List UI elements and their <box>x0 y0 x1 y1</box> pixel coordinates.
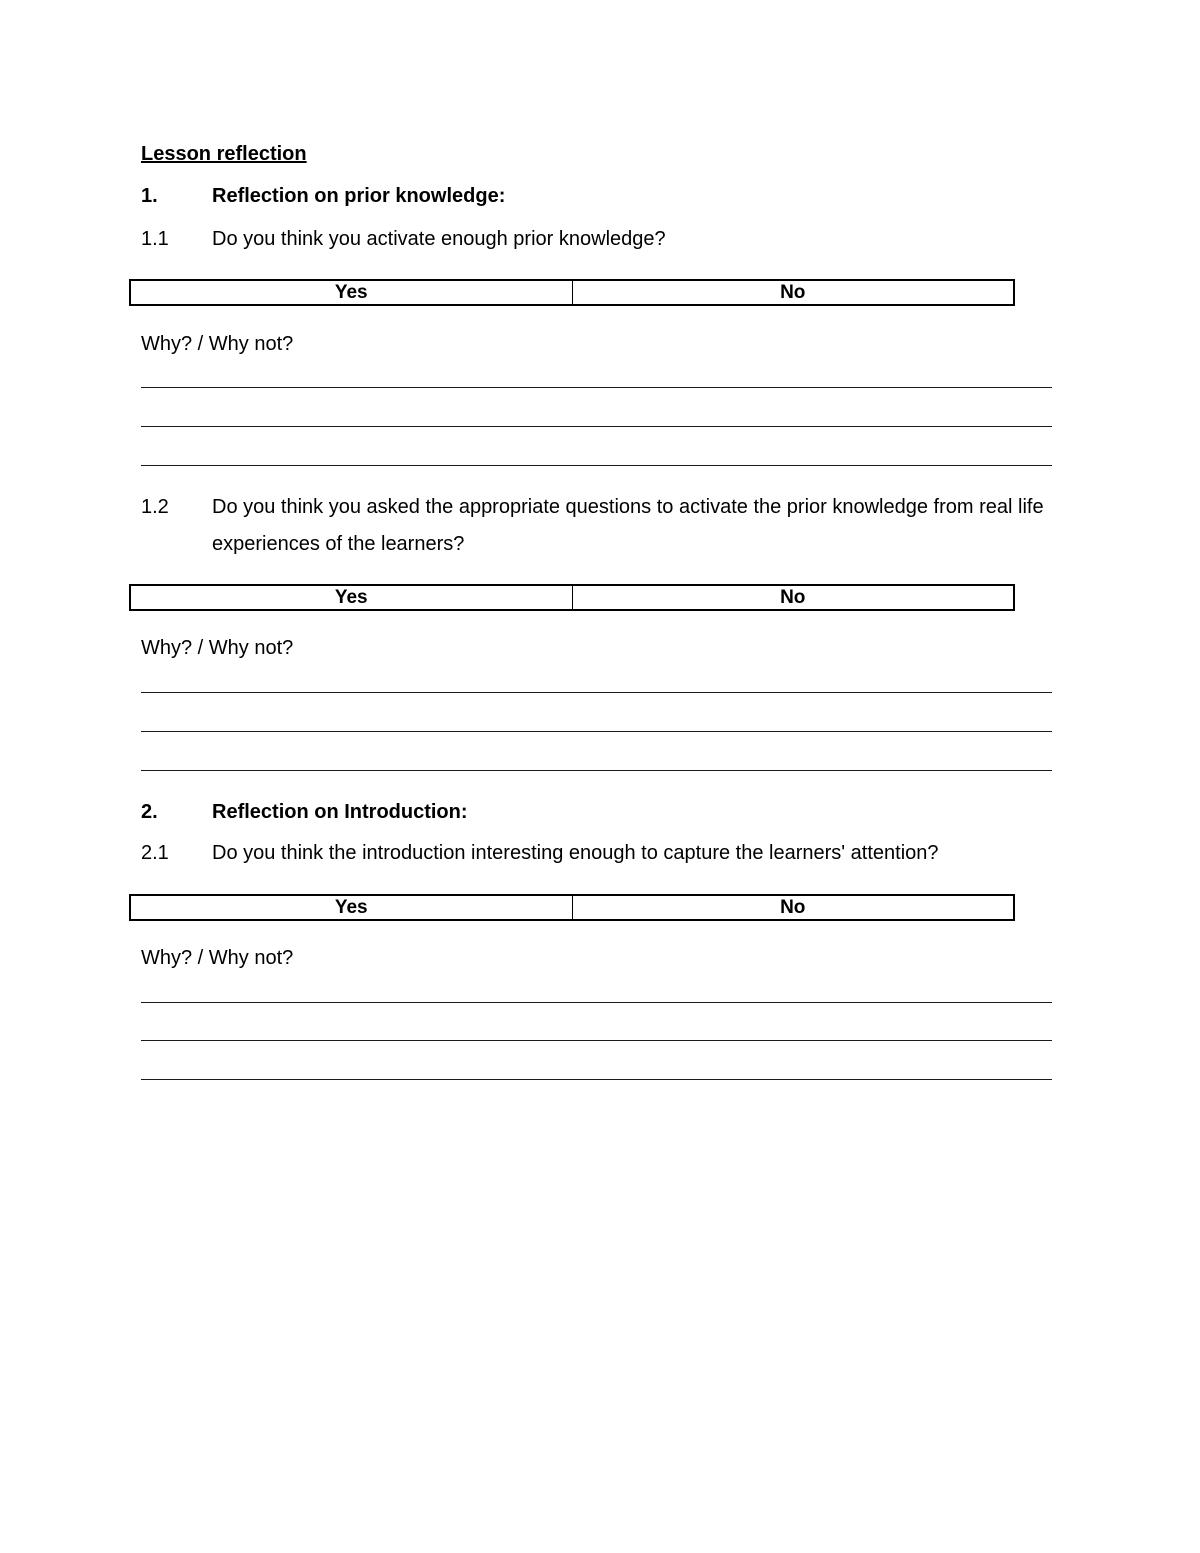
section-number: 2. <box>141 801 158 823</box>
question-text: Do you think you activate enough prior knowledge? <box>212 228 666 250</box>
answer-line[interactable] <box>141 1040 1052 1041</box>
yes-no-table <box>129 894 1015 921</box>
no-option[interactable]: No <box>780 282 806 303</box>
no-option[interactable]: No <box>780 897 806 918</box>
section-number: 1. <box>141 185 158 207</box>
yes-no-table <box>129 584 1015 611</box>
answer-line[interactable] <box>141 692 1052 693</box>
answer-line[interactable] <box>141 731 1052 732</box>
answer-line[interactable] <box>141 1079 1052 1080</box>
question-text: Do you think the introduction interesting enough to capture the learners' attention? <box>212 842 939 864</box>
yes-option[interactable]: Yes <box>131 586 573 609</box>
why-label: Why? / Why not? <box>141 947 294 969</box>
no-option[interactable]: No <box>780 587 806 608</box>
yes-option[interactable]: Yes <box>131 896 573 919</box>
question-number: 1.1 <box>141 228 169 250</box>
why-label: Why? / Why not? <box>141 637 294 659</box>
why-label: Why? / Why not? <box>141 333 294 355</box>
question-number: 1.2 <box>141 496 169 518</box>
answer-line[interactable] <box>141 387 1052 388</box>
answer-line[interactable] <box>141 1002 1052 1003</box>
answer-line[interactable] <box>141 770 1052 771</box>
yes-no-table <box>129 279 1015 306</box>
page-title: Lesson reflection <box>141 143 307 165</box>
section-title: Reflection on Introduction: <box>212 801 468 823</box>
section-title: Reflection on prior knowledge: <box>212 185 506 207</box>
yes-option[interactable]: Yes <box>131 281 573 304</box>
answer-line[interactable] <box>141 426 1052 427</box>
question-number: 2.1 <box>141 842 169 864</box>
answer-line[interactable] <box>141 465 1052 466</box>
question-text: Do you think you asked the appropriate questions to activate the prior knowledge from real life experiences of the learners? <box>212 496 1044 555</box>
